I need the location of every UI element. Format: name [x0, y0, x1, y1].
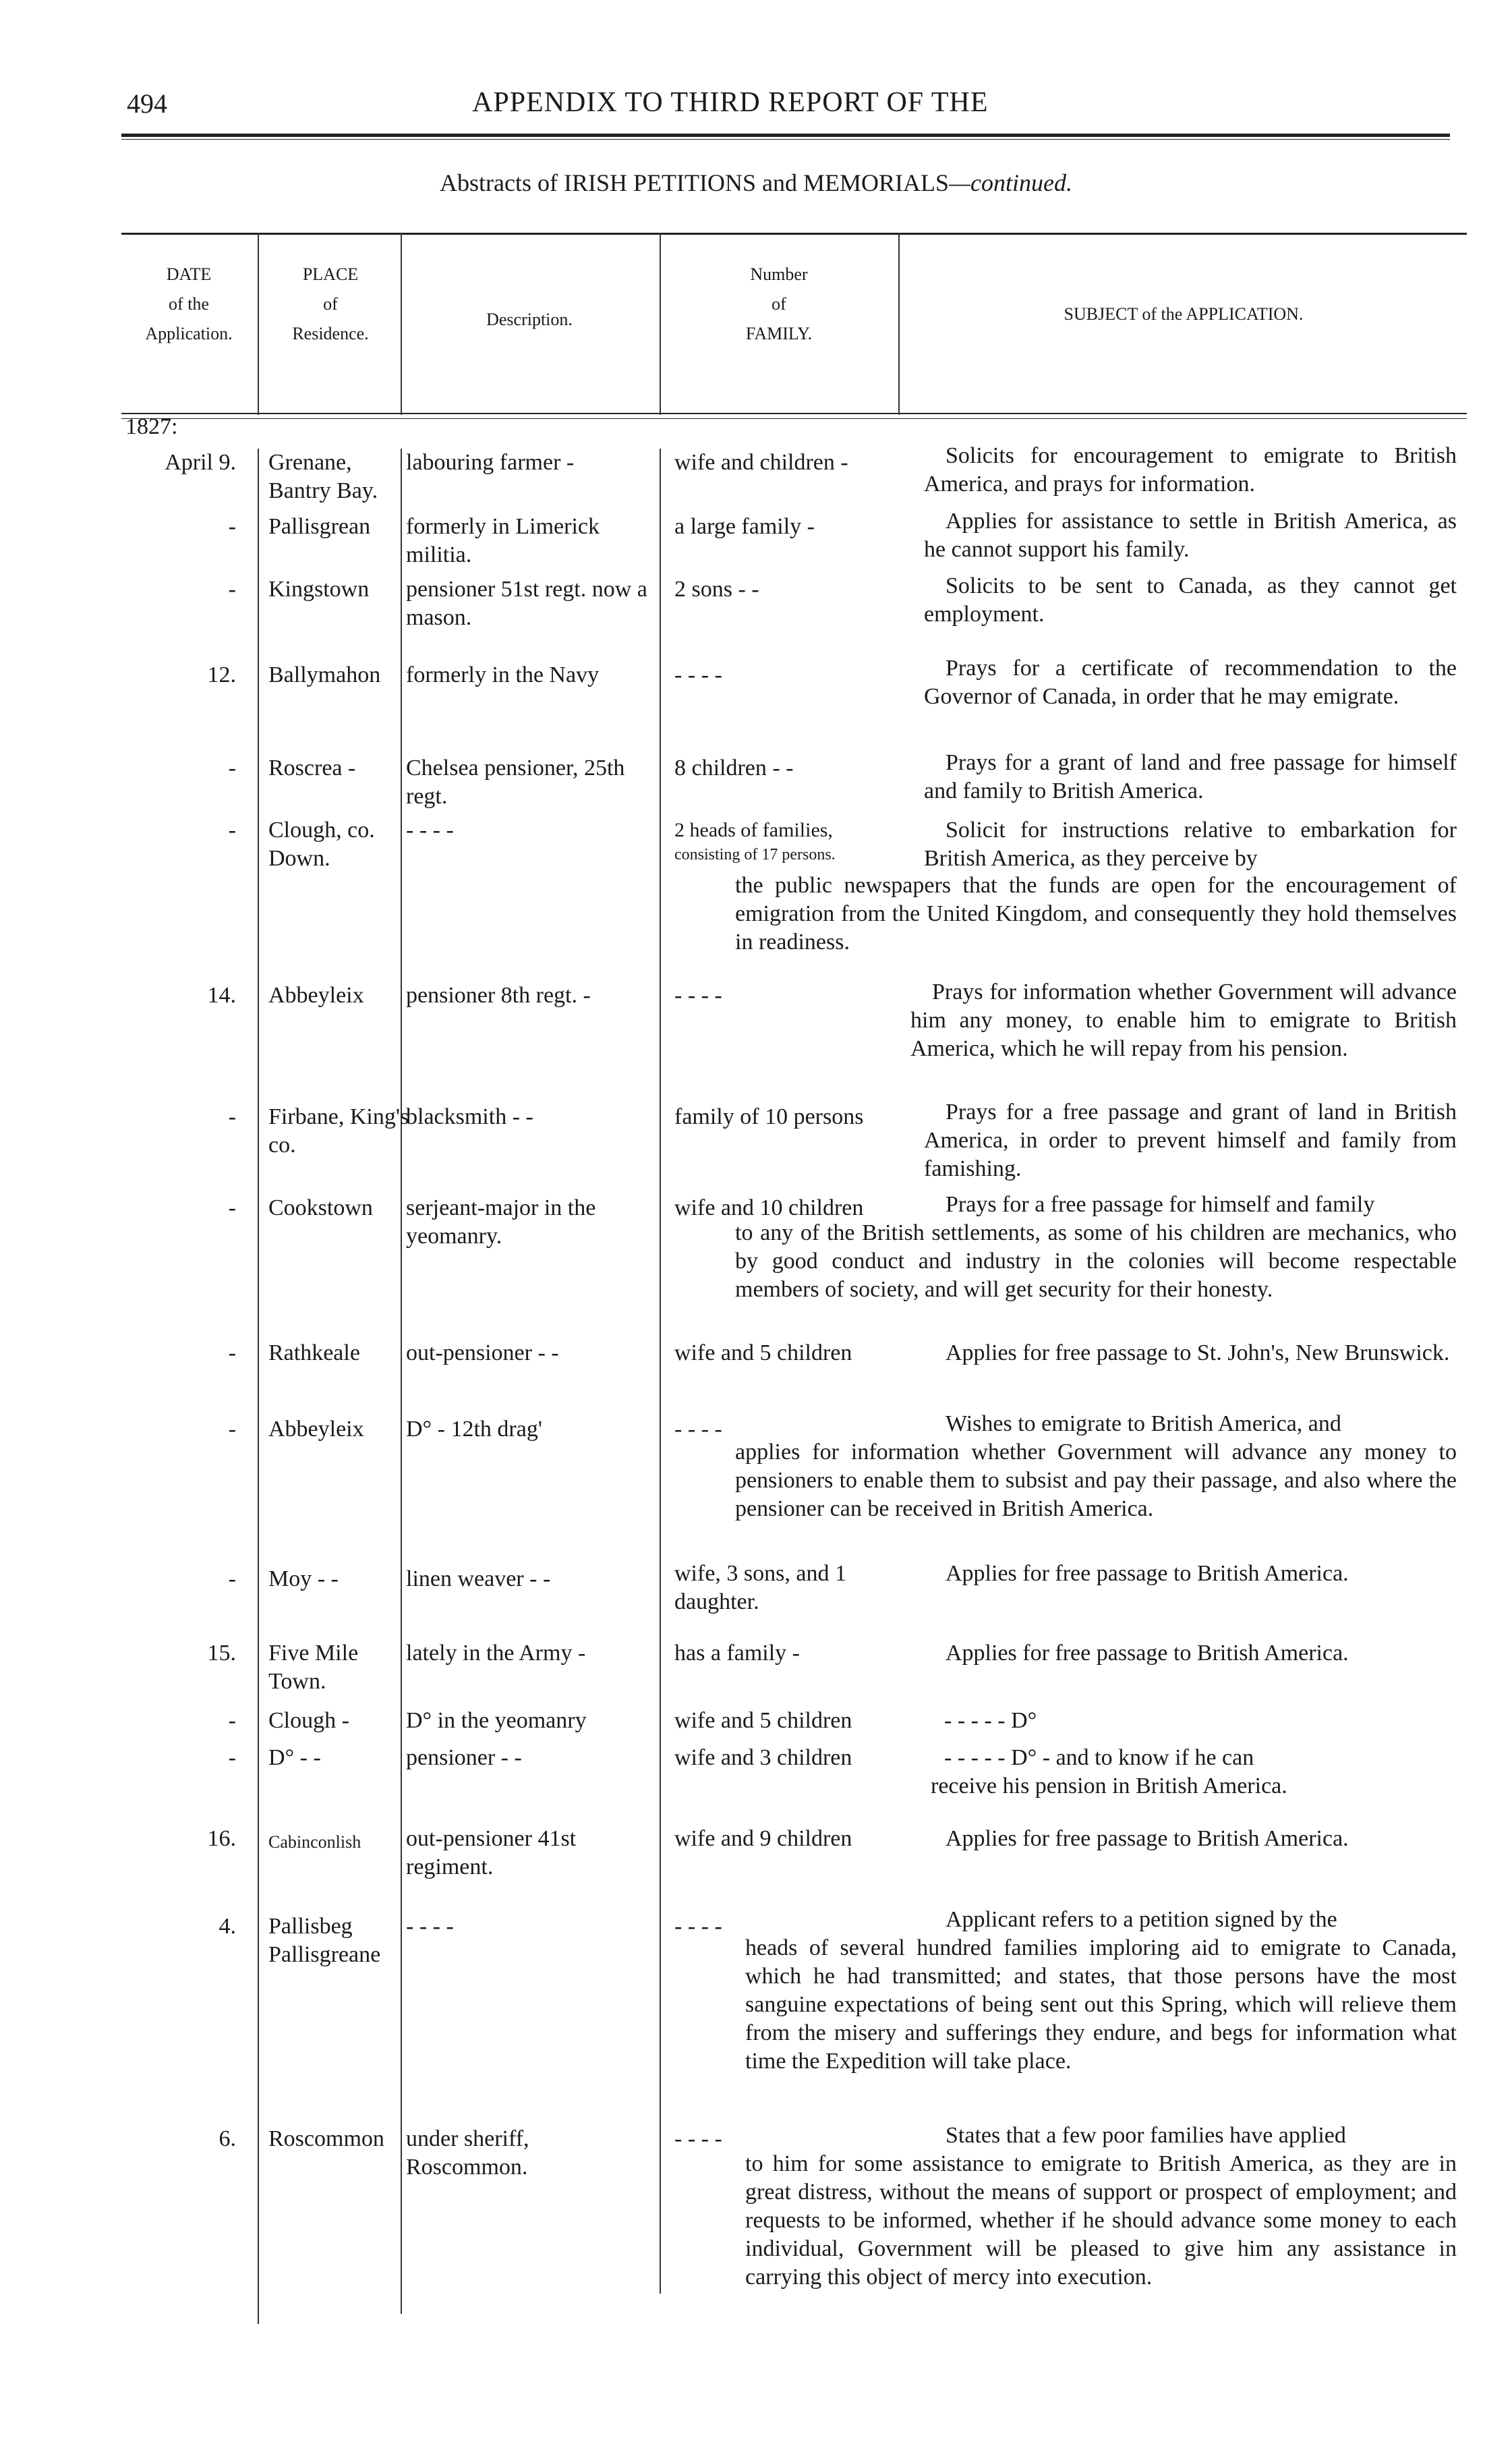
- running-head: APPENDIX TO THIRD REPORT OF THE: [472, 87, 989, 118]
- row-place: Abbeyleix: [268, 983, 364, 1008]
- row-family: 2 heads of families,: [674, 819, 833, 841]
- row-date: 4.: [219, 1914, 236, 1939]
- row-subject: - - - - - D°: [944, 1708, 1037, 1733]
- col-divider: [898, 233, 900, 415]
- year-label: 1827:: [125, 414, 178, 439]
- row-subject: Solicit for instructions relative to embarkation for British America, as they perceive by: [924, 818, 1457, 871]
- row-subject: Applies for free passage to British America.: [946, 1826, 1349, 1851]
- col-divider: [401, 233, 402, 415]
- row-date: -: [228, 756, 236, 780]
- header-rule: [121, 134, 1450, 137]
- row-family: wife and 3 children: [674, 1745, 852, 1770]
- row-date: -: [228, 1195, 236, 1220]
- col-divider: [660, 233, 661, 415]
- row-family: - - - -: [674, 1914, 722, 1939]
- row-date: April 9.: [165, 450, 236, 475]
- header-bottom-rule-thin: [121, 418, 1467, 419]
- row-subject: Applies for free passage to British America.: [946, 1561, 1349, 1586]
- header-place-line: PLACE: [302, 264, 359, 284]
- row-family: - - - -: [674, 1417, 722, 1442]
- row-subject-continued: the public newspapers that the funds are open for the encouragement of emigration from the United Kingdom, and consequently they hold themselves in readiness.: [735, 873, 1457, 955]
- row-subject: Solicits for encouragement to emigrate to British America, and prays for information.: [924, 443, 1457, 496]
- row-place: Abbeyleix: [268, 1417, 364, 1442]
- row-family: 8 children - -: [674, 756, 794, 780]
- row-date: -: [228, 1417, 236, 1442]
- row-family: wife and 10 children: [674, 1195, 864, 1220]
- table-top-rule: [121, 233, 1467, 235]
- row-date: 16.: [207, 1826, 236, 1851]
- row-description: under sheriff, Roscommon.: [406, 2126, 529, 2180]
- header-place: [266, 260, 395, 349]
- row-subject: Prays for a free passage for himself and family: [946, 1192, 1375, 1217]
- header-date-line: DATE: [166, 264, 212, 284]
- row-family: 2 sons - -: [674, 577, 759, 602]
- row-description: pensioner 51st regt. now a mason.: [406, 577, 647, 630]
- row-date: 14.: [207, 983, 236, 1008]
- row-description: - - - -: [406, 818, 454, 843]
- row-family: wife and 5 children: [674, 1340, 852, 1365]
- row-description: serjeant-major in the yeomanry.: [406, 1195, 596, 1249]
- row-place: Clough, co. Down.: [268, 818, 375, 871]
- row-subject: Prays for a free passage and grant of land in British America, in order to prevent himself and family from famishing.: [924, 1100, 1457, 1181]
- header-subject: SUBJECT of the APPLICATION.: [1064, 304, 1304, 324]
- row-subject: Applies for free passage to British America.: [946, 1641, 1349, 1666]
- row-family: - - - -: [674, 983, 722, 1008]
- row-subject: Wishes to emigrate to British America, and: [946, 1411, 1341, 1436]
- row-date: -: [228, 514, 236, 539]
- row-place: Moy - -: [268, 1566, 339, 1591]
- page-number: 494: [127, 88, 167, 119]
- table-title: [0, 169, 1512, 197]
- header-rule-thin: [121, 139, 1450, 140]
- row-subject-continued: applies for information whether Government will advance any money to pensioners to enable them to subsist and pay their passage, and also where the pensioner can be received in British America.: [735, 1440, 1457, 1521]
- row-family: wife, 3 sons, and 1 daughter.: [674, 1561, 846, 1614]
- col-divider: [660, 449, 661, 2294]
- row-subject: Applies for assistance to settle in British America, as he cannot support his family.: [924, 509, 1457, 562]
- row-subject-continued: to him for some assistance to emigrate to British America, as they are in great distress, without the means of support or prospect of employment; and requests to be informed, whether if he should advance some money to each individual, Government will be pleased to give him any assistance in carrying this object of mercy into execution.: [745, 2151, 1457, 2290]
- row-place: Grenane, Bantry Bay.: [268, 450, 378, 503]
- row-place: Clough -: [268, 1708, 349, 1733]
- row-place: Roscrea -: [268, 756, 356, 780]
- row-subject: - - - - - D° - and to know if he can: [944, 1745, 1254, 1770]
- row-subject: Solicits to be sent to Canada, as they cannot get employment.: [924, 573, 1457, 627]
- header-place-line: Residence.: [292, 324, 369, 343]
- row-description: D° in the yeomanry: [406, 1708, 587, 1733]
- row-family: a large family -: [674, 514, 815, 539]
- row-description: Chelsea pensioner, 25th regt.: [406, 756, 625, 809]
- row-family: wife and 5 children: [674, 1708, 852, 1733]
- row-description: out-pensioner - -: [406, 1340, 559, 1365]
- row-place: Pallisbeg Pallisgreane: [268, 1914, 381, 1967]
- row-description: pensioner - -: [406, 1745, 522, 1770]
- row-date: -: [228, 1745, 236, 1770]
- row-date: -: [228, 1566, 236, 1591]
- header-family-line: Number: [750, 264, 808, 284]
- row-subject: Prays for a grant of land and free passage for himself and family to British America.: [924, 750, 1457, 803]
- row-subject: Applicant refers to a petition signed by the: [946, 1907, 1337, 1932]
- row-place: Roscommon: [268, 2126, 384, 2151]
- table-title-text: Abstracts of IRISH PETITIONS and MEMORIALS: [440, 169, 949, 196]
- row-description: labouring farmer -: [406, 450, 575, 475]
- row-place: Rathkeale: [268, 1340, 360, 1365]
- table-title-continued: —continued.: [948, 169, 1072, 196]
- header-family: [664, 260, 894, 349]
- col-divider: [401, 449, 402, 2314]
- row-subject-continued: receive his pension in British America.: [931, 1773, 1287, 1798]
- row-subject: States that a few poor families have applied: [946, 2123, 1346, 2148]
- row-subject: Prays for information whether Government will advance him any money, to enable him to emigrate to British America, which he will repay from his pension.: [910, 979, 1457, 1061]
- row-date: -: [228, 1104, 236, 1129]
- row-family-detail: consisting of 17 persons.: [674, 846, 836, 863]
- header-date-line: Application.: [145, 324, 233, 343]
- row-place: Ballymahon: [268, 662, 381, 687]
- row-description: lately in the Army -: [406, 1641, 586, 1666]
- header-description: Description.: [486, 310, 573, 329]
- row-description: formerly in the Navy: [406, 662, 600, 687]
- header-bottom-rule: [121, 413, 1467, 414]
- row-date: 15.: [207, 1641, 236, 1666]
- header-family-line: of: [772, 294, 786, 314]
- row-family: wife and children -: [674, 450, 848, 475]
- row-description: blacksmith - -: [406, 1104, 533, 1129]
- row-description: formerly in Limerick militia.: [406, 514, 600, 567]
- row-place: Cookstown: [268, 1195, 373, 1220]
- row-place: Firbane, King's co.: [268, 1104, 409, 1158]
- row-description: out-pensioner 41st regiment.: [406, 1826, 577, 1879]
- header-date-line: of the: [169, 294, 209, 314]
- row-place: Cabinconlish: [268, 1832, 361, 1852]
- row-family: - - - -: [674, 662, 722, 687]
- row-date: -: [228, 818, 236, 843]
- row-date: -: [228, 1708, 236, 1733]
- col-divider: [258, 449, 259, 2324]
- row-place: D° - -: [268, 1745, 321, 1770]
- row-date: 6.: [219, 2126, 236, 2151]
- row-description: pensioner 8th regt. -: [406, 983, 591, 1008]
- row-family: wife and 9 children: [674, 1826, 852, 1851]
- row-place: Pallisgrean: [268, 514, 371, 539]
- row-subject: Applies for free passage to St. John's, New Brunswick.: [946, 1340, 1450, 1365]
- row-date: -: [228, 1340, 236, 1365]
- row-description: linen weaver - -: [406, 1566, 551, 1591]
- row-date: 12.: [207, 662, 236, 687]
- row-family: - - - -: [674, 2126, 722, 2151]
- row-description: D° - 12th drag': [406, 1417, 542, 1442]
- row-place: Five Mile Town.: [268, 1641, 359, 1694]
- row-subject-continued: heads of several hundred families imploring aid to emigrate to Canada, which he had transmitted; and states, that those persons have the most sanguine expectations of being sent out this Spring, which will relieve them from the misery and sufferings they endure, and begs for information what time the Expedition will take place.: [745, 1935, 1457, 2074]
- row-date: -: [228, 577, 236, 602]
- row-family: has a family -: [674, 1641, 800, 1666]
- row-subject-continued: to any of the British settlements, as some of his children are mechanics, who by good conduct and industry in the colonies will become respectable members of society, and will get security for their honesty.: [735, 1220, 1457, 1302]
- row-subject: Prays for a certificate of recommendation to the Governor of Canada, in order that he may emigrate.: [924, 656, 1457, 709]
- header-family-line: FAMILY.: [745, 324, 813, 343]
- header-date: [128, 260, 250, 349]
- row-place: Kingstown: [268, 577, 370, 602]
- row-description: - - - -: [406, 1914, 454, 1939]
- row-family: family of 10 persons: [674, 1104, 864, 1129]
- col-divider: [258, 233, 259, 415]
- header-place-line: of: [323, 294, 338, 314]
